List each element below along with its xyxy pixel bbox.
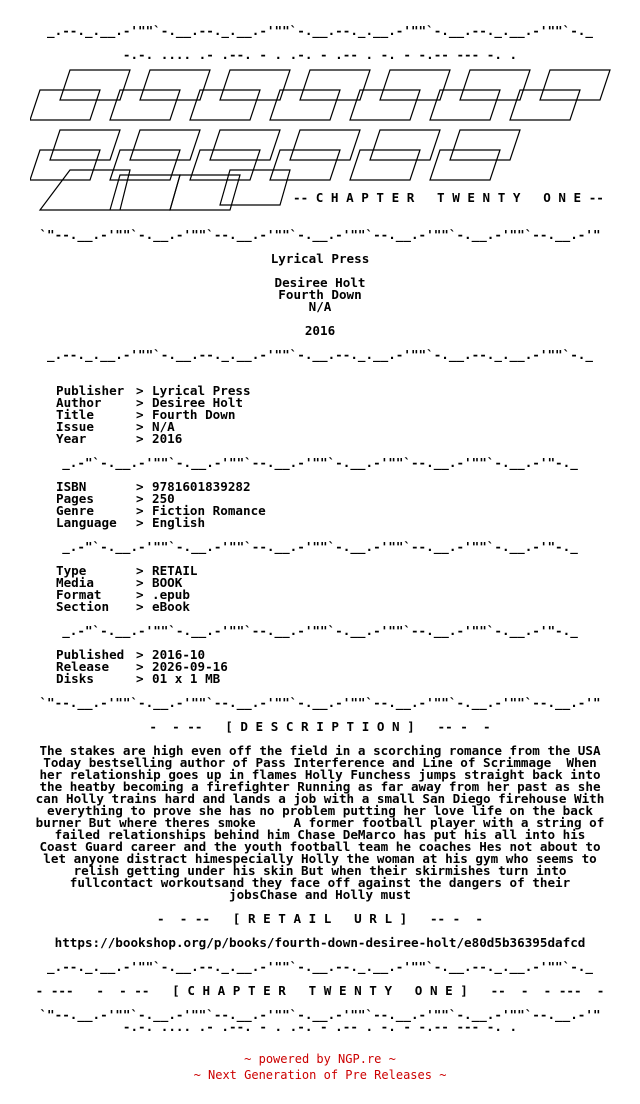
header-title: Fourth Down <box>278 287 362 302</box>
info-value: eBook <box>152 599 190 614</box>
description-line: Coast Guard career and the youth football team he coaches Hes not about to <box>39 839 601 854</box>
info-value: N/A <box>152 419 175 434</box>
info-value: Lyrical Press <box>152 383 251 398</box>
info-value: RETAIL <box>152 563 198 578</box>
wave-divider: `"--.__.-'""`-.__.-'""`--.__.-'""`-.__.-'""`--.__.-'""`-.__.-'""`--.__.-'" <box>39 227 601 242</box>
info-arrow: > <box>136 503 144 518</box>
description-line: everything to prove she has no problem putting her love life on the back <box>47 803 593 818</box>
info-label: Published <box>56 647 125 662</box>
info-label: Year <box>56 431 87 446</box>
info-label: Type <box>56 563 87 578</box>
chapter-banner: -- C H A P T E R T W E N T Y O N E -- <box>293 190 604 205</box>
info-arrow: > <box>136 515 144 530</box>
info-label: Language <box>56 515 117 530</box>
info-value: English <box>152 515 206 530</box>
wave-divider: _.--._.__.-'""`-.__.--._.__.-'""`-.__.--._.__.-'""`-.__.--._.__.-'""`-._ <box>47 959 593 974</box>
info-arrow: > <box>136 491 144 506</box>
header-issue: N/A <box>308 299 332 314</box>
info-arrow: > <box>136 659 144 674</box>
morse-line: -.-. .... .- .--. - . .-. - .-- . -. - -.-- --- -. . <box>122 1019 518 1034</box>
info-arrow: > <box>136 587 144 602</box>
description-line: jobsChase and Holly must <box>229 887 411 902</box>
description-heading: - - -- [ D E S C R I P T I O N ] -- - - <box>149 719 491 734</box>
wave-divider-short: _.-"`-.__.-'""`-.__.-'""`--.__.-'""`-.__.-'""`--.__.-'""`-.__.-'"-._ <box>62 623 578 638</box>
description-line: burner But where theres smoke A former football player with a string of <box>35 815 605 830</box>
info-arrow: > <box>136 383 144 398</box>
description-line: Today bestselling author of Pass Interference and Line of Scrimmage When <box>43 755 597 770</box>
wave-divider-short: _.-"`-.__.-'""`-.__.-'""`--.__.-'""`-.__.-'""`--.__.-'""`-.__.-'"-._ <box>62 455 578 470</box>
header-publisher: Lyrical Press <box>270 251 370 266</box>
info-value: 2016 <box>152 431 183 446</box>
info-label: Pages <box>56 491 94 506</box>
description-line: The stakes are high even off the field in a scorching romance from the USA <box>39 743 601 758</box>
retail-url-link[interactable]: https://bookshop.org/p/books/fourth-down-desiree-holt/e80d5b36395dafcd <box>54 935 586 950</box>
closing-chapter-banner: - --- - - -- [ C H A P T E R T W E N T Y O N E ] -- - - --- - <box>35 983 605 998</box>
info-value: .epub <box>152 587 190 602</box>
info-arrow: > <box>136 479 144 494</box>
info-label: Disks <box>56 671 94 686</box>
morse-line: -.-. .... .- .--. - . .-. - .-- . -. - -.-- --- -. . <box>122 47 518 62</box>
info-arrow: > <box>136 419 144 434</box>
info-label: Author <box>56 395 102 410</box>
info-value: Fourth Down <box>152 407 236 422</box>
header-year: 2016 <box>304 323 336 338</box>
info-arrow: > <box>136 407 144 422</box>
description-line: can Holly trains hard and lands a job with a small San Diego firehouse With <box>35 791 605 806</box>
info-label: Genre <box>56 503 94 518</box>
description-line: let anyone distract himespecially Holly the woman at his gym who seems to <box>43 851 597 866</box>
wave-divider: _.--._.__.-'""`-.__.--._.__.-'""`-.__.--._.__.-'""`-.__.--._.__.-'""`-._ <box>47 347 593 362</box>
info-label: Format <box>56 587 102 602</box>
wave-divider-short: _.-"`-.__.-'""`-.__.-'""`--.__.-'""`-.__.-'""`--.__.-'""`-.__.-'"-._ <box>62 539 578 554</box>
info-arrow: > <box>136 563 144 578</box>
footer-powered-by: ~ powered by NGP.re ~ <box>244 1052 396 1066</box>
description-line: fullcontact workoutsand they face off against the dangers of their <box>69 875 571 890</box>
description-line: the heatby becoming a firefighter Running as far away from her past as she <box>39 779 601 794</box>
info-arrow: > <box>136 395 144 410</box>
info-label: Publisher <box>56 383 125 398</box>
info-value: Desiree Holt <box>152 395 243 410</box>
info-value: BOOK <box>152 575 183 590</box>
info-label: ISBN <box>56 479 87 494</box>
info-label: Section <box>56 599 110 614</box>
info-value: 250 <box>152 491 175 506</box>
info-value: 2016-10 <box>152 647 206 662</box>
header-author: Desiree Holt <box>274 275 366 290</box>
info-label: Media <box>56 575 94 590</box>
info-value: 2026-09-16 <box>152 659 228 674</box>
info-arrow: > <box>136 431 144 446</box>
wave-divider: `"--.__.-'""`-.__.-'""`--.__.-'""`-.__.-'""`--.__.-'""`-.__.-'""`--.__.-'" <box>39 695 601 710</box>
info-value: 9781601839282 <box>152 479 251 494</box>
info-arrow: > <box>136 671 144 686</box>
info-arrow: > <box>136 575 144 590</box>
info-label: Issue <box>56 419 94 434</box>
description-line: relish getting under his skin But when their skirmishes turn into <box>73 863 567 878</box>
wave-divider: `"--.__.-'""`-.__.-'""`--.__.-'""`-.__.-'""`--.__.-'""`-.__.-'""`--.__.-'" <box>39 1007 601 1022</box>
info-value: 01 x 1 MB <box>152 671 221 686</box>
description-line: her relationship goes up in flames Holly Funchess jumps straight back into <box>39 767 601 782</box>
wave-divider: _.--._.__.-'""`-.__.--._.__.-'""`-.__.--._.__.-'""`-.__.--._.__.-'""`-._ <box>47 23 593 38</box>
footer-tagline: ~ Next Generation of Pre Releases ~ <box>193 1068 447 1082</box>
info-arrow: > <box>136 599 144 614</box>
description-line: failed relationships behind him Chase DeMarco has put his all into his <box>54 827 586 842</box>
info-arrow: > <box>136 647 144 662</box>
info-label: Title <box>56 407 94 422</box>
info-label: Release <box>56 659 110 674</box>
info-value: Fiction Romance <box>152 503 266 518</box>
retail-heading: - - -- [ R E T A I L U R L ] -- - - <box>156 911 484 926</box>
